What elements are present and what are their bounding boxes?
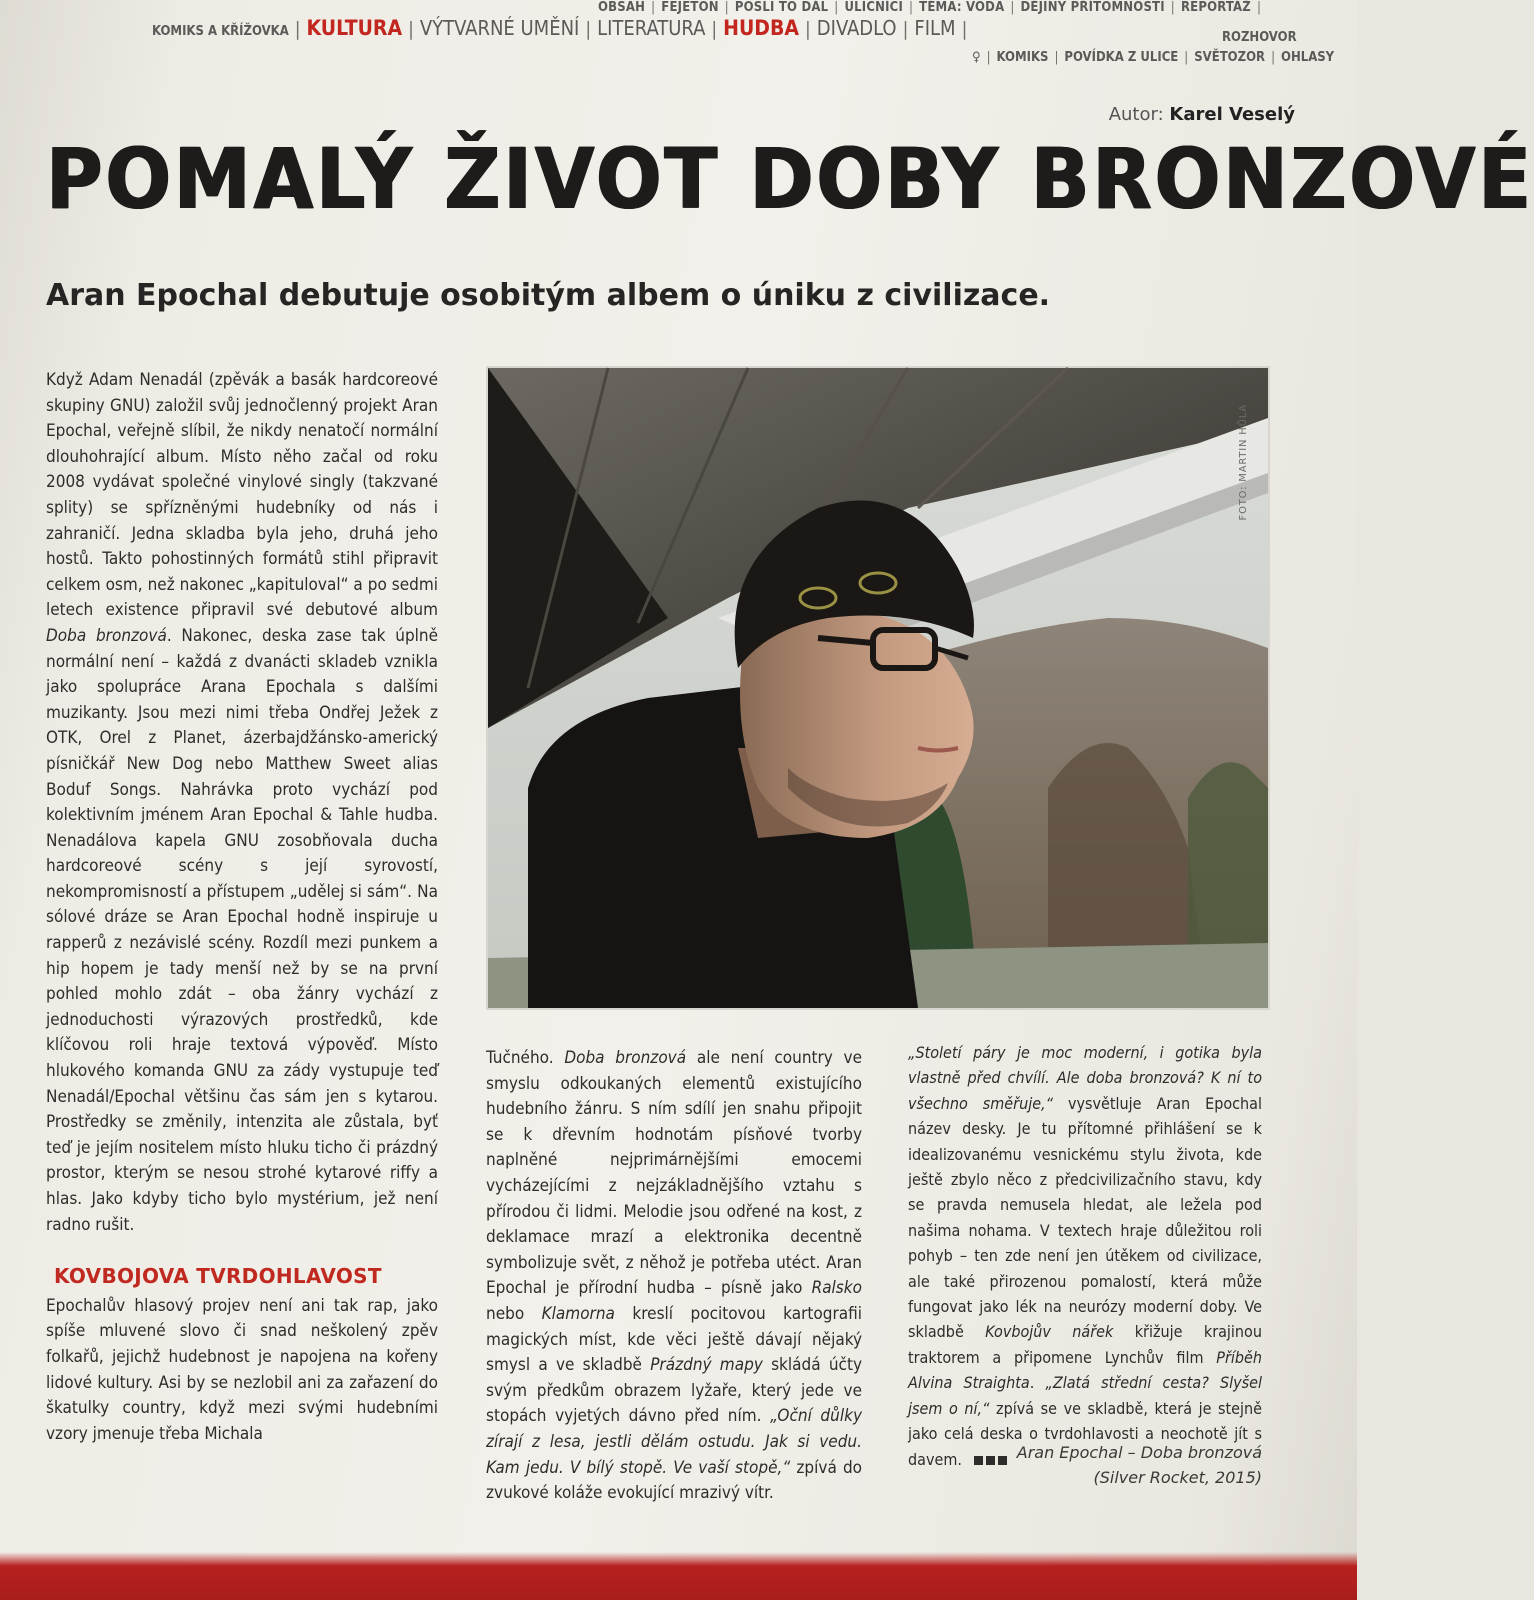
- author-label: Autor:: [1108, 104, 1164, 125]
- paragraph: Když Adam Nenadál (zpěvák a basák hardcoreové skupiny GNU) založil svůj jednočlenný projekt Aran Epochal, veřejně slíbil, že nikdy nenatočí normální dlouhohrající album. Místo něho začal od roku 2008 vydávat společné vinylové singly (takzvané splity) se spřízněnými hudebníky od nás i zahraničí. Jedna skladba byla jeho, druhá jeho hostů. Takto pohostinných formátů stihl připravit celkem osm, než nakonec „kapituloval“ a po sedmi letech existence připravil své debutové album Doba bronzová. Nakonec, deska zase tak úplně normální není – každá z dvanácti skladeb vznikla jako spolupráce Arana Epochala s dalšími muzikanty. Jsou mezi nimi třeba Ondřej Ježek z OTK, Orel z Planet, ázerbajdžánsko-americký písničkář New Dog nebo Matthew Sweet alias Boduf Songs. Nahrávka proto vychází pod kolektivním jménem Aran Epochal & Tahle hudba. Nenadálova kapela GNU zosobňovala ducha hardcoreové scény s její syrovostí, nekompromisností a přístupem „udělej si sám“. Na sólové dráze se Aran Epochal hodně inspiruje u rapperů z nezávislé scény. Rozdíl mezi punkem a hip hopem je tady menší než by se na první pohled mohlo zdát – oba žánry vychází z jednoduchosti výrazových prostředků, kde klíčovou roli hraje textová výpověď. Místo hlukového komanda GNU za zády vystupuje teď Nenadál/Epochal většinu čas sám jen s kytarou. Prostředky se změnily, intenzita ale zůstala, byť teď je jejím nositelem místo hluku ticho či prázdný prostor, kterým se nesou strohé kytarové riffy a hlas. Jako kdyby ticho bylo mystérium, jež není radno rušit.: [46, 370, 439, 1235]
- album-title: Aran Epochal – Doba bronzová: [1016, 1443, 1262, 1462]
- nav-main-row: KOMIKS A KŘÍŽOVKA | KULTURA | VÝTVARNÉ UMĚNÍ | LITERATURA | HUDBA | DIVADLO | FILM |: [152, 16, 968, 40]
- nav-top-row: OBSAH | FEJETON | POŠLI TO DÁL | ULIČNÍCI | TÉMA: VODA | DĚJINY PŘÍTOMNOSTI | REPORTÁŽ |: [598, 0, 1262, 15]
- paragraph: Epochalův hlasový projev není ani tak rap, jako spíše mluvené slovo či snad neškolený zpěv folkařů, jejichž hudebnost je napojena na kořeny lidové kultury. Asi by se nezlobil ani za zařazení do škatulky country, když mezi svými hudebními vzory jmenuje třeba Michala: [46, 1295, 438, 1444]
- article-column-1: [46, 368, 438, 1447]
- nav-item[interactable]: FILM: [914, 16, 956, 40]
- headline: POMALÝ ŽIVOT DOBY BRONZOVÉ: [46, 130, 1534, 228]
- nav-item[interactable]: ULIČNÍCI: [844, 0, 903, 15]
- nav-item[interactable]: DIVADLO: [816, 16, 897, 40]
- bottom-color-band: [0, 1552, 1357, 1600]
- author-name: Karel Veselý: [1169, 104, 1295, 125]
- nav-item[interactable]: LITERATURA: [597, 16, 706, 40]
- photo-credit: FOTO: MARTIN HŮLA: [1238, 404, 1249, 521]
- nav-item[interactable]: OHLASY: [1281, 50, 1335, 65]
- nav-item[interactable]: VÝTVARNÉ UMĚNÍ: [419, 16, 580, 40]
- nav-item[interactable]: POŠLI TO DÁL: [734, 0, 829, 15]
- nav-item[interactable]: SVĚTOZOR: [1194, 50, 1266, 65]
- nav-item-active[interactable]: KULTURA: [306, 16, 403, 40]
- nav-item[interactable]: TÉMA: VODA: [919, 0, 1005, 15]
- nav-right-row: [1222, 30, 1297, 45]
- nav-bottom-row: ♀ | KOMIKS | POVÍDKA Z ULICE | SVĚTOZOR | OHLASY: [972, 50, 1335, 65]
- nav-item[interactable]: KOMIKS: [996, 50, 1049, 65]
- portrait-illustration: [488, 368, 1268, 1008]
- nav-item-active[interactable]: HUDBA: [723, 16, 800, 40]
- article-photo: [488, 368, 1268, 1008]
- subheadline: Aran Epochal debutuje osobitým albem o úniku z civilizace.: [46, 278, 1051, 313]
- nav-item[interactable]: OBSAH: [598, 0, 646, 15]
- nav-item[interactable]: DĚJINY PŘÍTOMNOSTI: [1020, 0, 1165, 15]
- nav-item[interactable]: REPORTÁŽ: [1180, 0, 1251, 15]
- nav-item[interactable]: KOMIKS A KŘÍŽOVKA: [152, 24, 289, 39]
- album-info: [1000, 1440, 1262, 1490]
- album-label: (Silver Rocket, 2015): [1093, 1468, 1262, 1487]
- nav-item[interactable]: ROZHOVOR: [1222, 30, 1297, 45]
- nav-item[interactable]: POVÍDKA Z ULICE: [1064, 50, 1179, 65]
- article-column-3: [908, 1040, 1262, 1473]
- author-line: [1109, 104, 1295, 125]
- article-column-2: [486, 1046, 862, 1507]
- paragraph: Tučného. Doba bronzová ale není country ve smyslu odkoukaných elementů existujícího hudebního žánru. S ním sdílí jen snahu připojit se k dřevním hodnotám písňové tvorby naplněné nejprimárnějšími emocemi vycházejícími z nejzákladnějšího vztahu s přírodou či lidmi. Melodie jsou odřené na kost, z deklamace mrazí a elektronika decentně symbolizuje svět, z něhož je potřeba utéct. Aran Epochal je přírodní hudba – písně jako Ralsko nebo Klamorna kreslí pocitovou kartografii magických míst, kde věci ještě dávají nějaký smysl a ve skladbě Prázdný mapy skládá účty svým předkům obrazem lyžaře, který jede ve stopách vyjetých dávno před ním. „Oční důlky zírají z lesa, jestli dělám ostudu. Jak si vedu. Kam jedu. V bílý stopě. Ve vaší stopě,“ zpívá do zvukové koláže evokující mrazivý vítr.: [486, 1048, 863, 1504]
- paragraph: „Století páry je moc moderní, i gotika byla vlastně před chvílí. Ale doba bronzová? K ní to všechno směřuje,“ vysvětluje Aran Epochal název desky. Je tu přítomné přihlášení se k idealizovanému vesnickému stylu života, kde ještě zbylo něco z předcivilizačního stavu, kdy se pravda nemusela hledat, ale ležela pod našima nohama. V textech hraje důležitou roli pohyb – ten zde není jen útěkem od civilizace, ale také přirozenou pomalostí, která může fungovat jako lék na neurózy moderní doby. Ve skladbě Kovbojův nářek křižuje krajinou traktorem a připomene Lynchův film Příběh Alvina Straighta. „Zlatá střední cesta? Slyšel jsem o ní,“ zpívá se ve skladbě, která je stejně jako celá deska o tvrdohlavosti a neochotě jít s davem.: [908, 1040, 1262, 1473]
- nav-item[interactable]: FEJETON: [661, 0, 719, 15]
- female-symbol-icon[interactable]: ♀: [972, 50, 981, 65]
- section-subtitle: KOVBOJOVA TVRDOHLAVOST: [54, 1264, 382, 1289]
